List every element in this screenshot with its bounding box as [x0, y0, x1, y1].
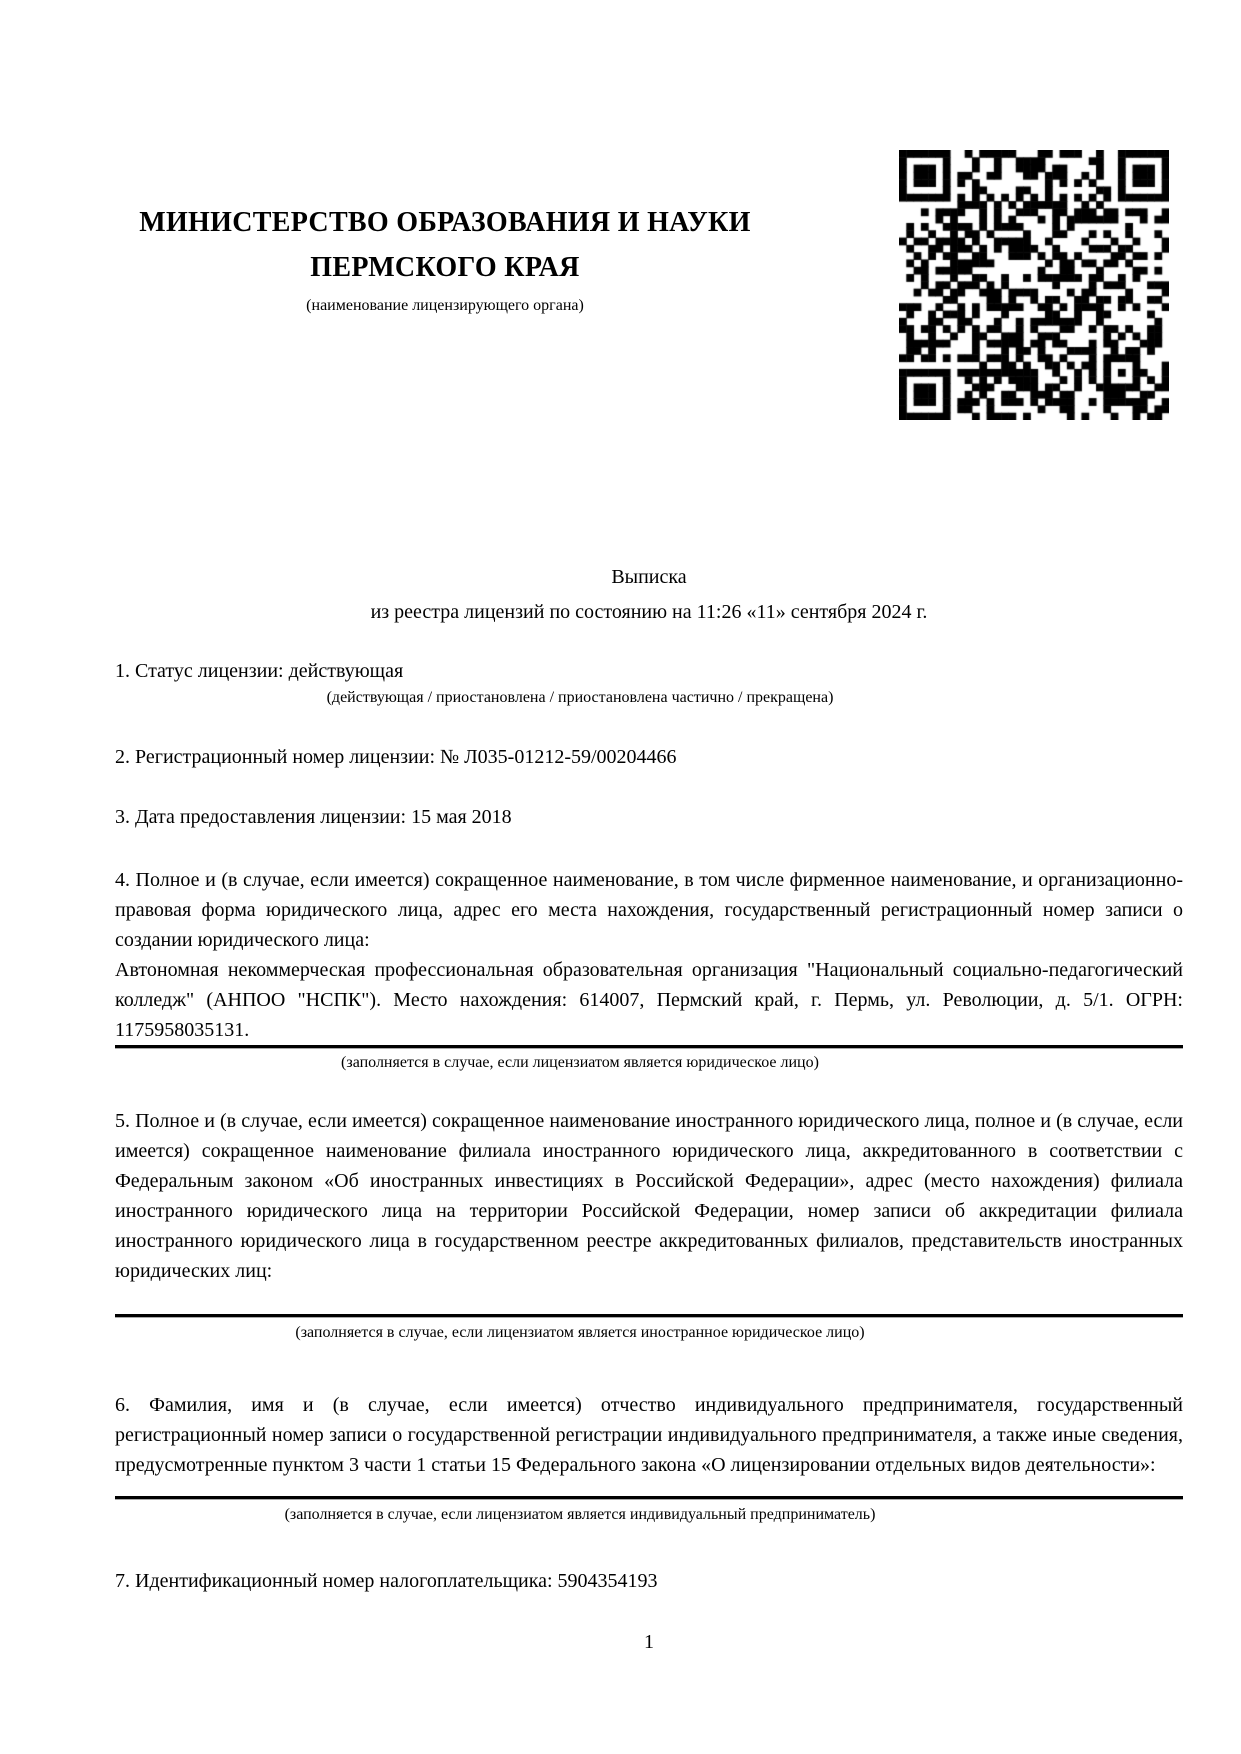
- licensing-authority-caption: (наименование лицензирующего органа): [306, 297, 584, 314]
- item-legal-entity-label: 4. Полное и (в случае, если имеется) сокращенное наименование, в том числе фирменное наименование, и организационно-правовая форма юридического лица, адрес его места нахождения, государственный регистрационный номер записи о создании юридического лица:: [115, 869, 1183, 951]
- document-title: [115, 0, 1183, 630]
- fill-line-entrepreneur: [115, 1496, 1183, 1500]
- document-title-line2: из реестра лицензий по состоянию на 11:26 «11» сентября 2024 г.: [370, 601, 928, 623]
- item-license-status: 1. Статус лицензии: действующая: [115, 660, 404, 682]
- license-status-options-caption: (действующая / приостановлена / приостановлена частично / прекращена): [326, 689, 834, 706]
- entrepreneur-caption: (заполняется в случае, если лицензиатом является индивидуальный предприниматель): [284, 1506, 876, 1523]
- page-number: 1: [644, 1631, 654, 1653]
- item-foreign-entity-label: 5. Полное и (в случае, если имеется) сокращенное наименование иностранного юридического лица, полное и (в случае, если имеется) сокращенное наименование филиала иностранного юридического лица, аккредитованного в соответствии с Федеральным законом «Об иностранных инвестициях в Российской Федерации», адрес (место нахождения) филиала иностранного юридического лица на территории Российской Федерации, номер записи об аккредитации филиала иностранного юридического лица в государственном реестре аккредитованных филиалов, представительств иностранных юридических лиц:: [115, 1110, 1183, 1282]
- fill-line-foreign-entity: [115, 1314, 1183, 1318]
- item-grant-date: 3. Дата предоставления лицензии: 15 мая 2018: [115, 806, 512, 828]
- item-registration-number: 2. Регистрационный номер лицензии: № Л035-01212-59/00204466: [115, 746, 677, 768]
- legal-entity-caption: (заполняется в случае, если лицензиатом является юридическое лицо): [341, 1054, 819, 1071]
- item-taxpayer-number: 7. Идентификационный номер налогоплательщика: 5904354193: [115, 1570, 658, 1592]
- document-body: [115, 0, 1183, 1658]
- foreign-entity-caption: (заполняется в случае, если лицензиатом является иностранное юридическое лицо): [295, 1324, 865, 1341]
- ministry-name-line2: ПЕРМСКОГО КРАЯ: [310, 252, 580, 283]
- ministry-name-line1: МИНИСТЕРСТВО ОБРАЗОВАНИЯ И НАУКИ: [139, 207, 751, 238]
- item-entrepreneur-label: 6. Фамилия, имя и (в случае, если имеется) отчество индивидуального предпринимателя, государственный регистрационный номер записи о государственной регистрации индивидуального предпринимателя, а также иные сведения, предусмотренные пунктом 3 части 1 статьи 15 Федерального закона «О лицензировании отдельных видов деятельности»:: [115, 1394, 1183, 1476]
- fill-line-legal-entity: [115, 1045, 1183, 1049]
- document-title-line1: Выписка: [611, 566, 687, 588]
- item-legal-entity-value: Автономная некоммерческая профессиональная образовательная организация "Национальный социально-педагогический колледж" (АНПОО "НСПК"). Место нахождения: 614007, Пермский край, г. Пермь, ул. Революции, д. 5/1. ОГРН: 1175958035131.: [115, 959, 1183, 1041]
